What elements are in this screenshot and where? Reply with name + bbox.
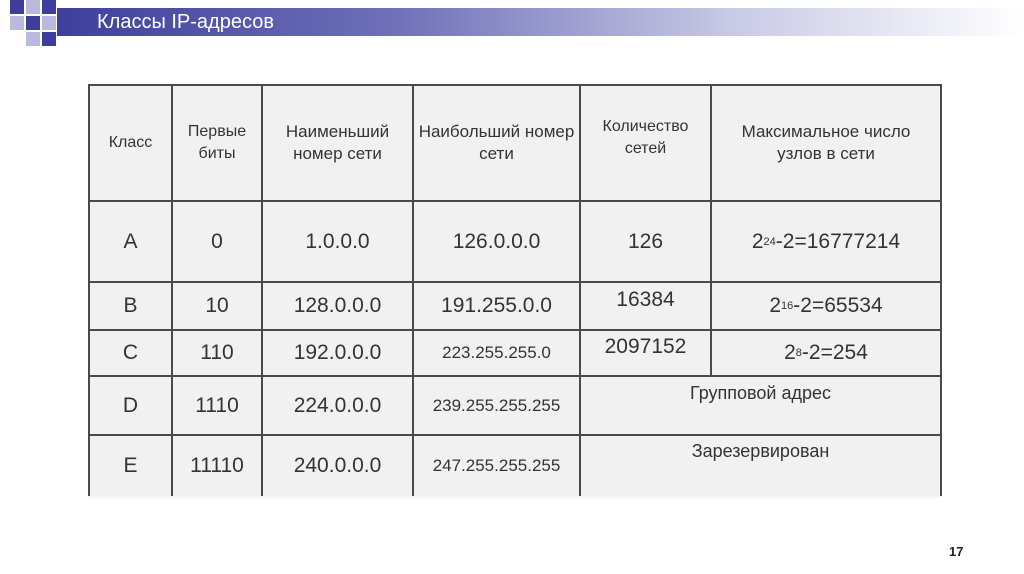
table-cell: A — [123, 229, 138, 253]
ip-classes-table — [88, 84, 942, 496]
table-border — [940, 84, 942, 496]
table-cell: 126.0.0.0 — [452, 229, 541, 253]
table-cell: 223.255.255.0 — [442, 343, 551, 362]
column-header: Наименьший номер сети — [285, 122, 390, 163]
page-number: 17 — [949, 544, 964, 559]
table-cell-hosts: 2 16 -2=65534 — [769, 294, 883, 317]
table-cell: 239.255.255.255 — [432, 395, 561, 415]
table-cell: 1110 — [195, 393, 239, 417]
slide-title: Классы IP-адресов — [97, 11, 274, 33]
table-cell: 11110 — [190, 454, 244, 477]
decor-square — [26, 0, 40, 14]
column-header: Количество сетей — [602, 118, 689, 157]
decor-square — [26, 16, 40, 30]
table-cell-note: Групповой адрес — [689, 382, 831, 403]
table-cell: 126 — [627, 229, 664, 253]
table-cell: 191.255.0.0 — [441, 294, 552, 317]
table-cell-hosts: 2 24 -2=16777214 — [751, 229, 901, 253]
decor-square — [26, 32, 40, 46]
table-cell: 1.0.0.0 — [305, 229, 370, 253]
table-cell: B — [123, 294, 138, 317]
table-cell: 110 — [200, 341, 234, 364]
table-cell: 10 — [205, 294, 229, 317]
table-cell-note: Зарезервирован — [691, 440, 830, 461]
column-header: Класс — [108, 134, 153, 151]
decor-square — [42, 32, 56, 46]
decor-square — [42, 0, 56, 14]
decor-square — [42, 16, 56, 30]
table-cell: 192.0.0.0 — [293, 341, 382, 364]
column-header: Максимальное число узлов в сети — [741, 122, 911, 163]
column-header: Наибольший номер сети — [418, 122, 575, 163]
table-cell-hosts: 2 8 -2=254 — [784, 341, 868, 364]
table-cell: D — [122, 393, 139, 417]
table-cell: 240.0.0.0 — [293, 454, 382, 477]
table-cell: C — [122, 341, 139, 364]
table-cell: 2097152 — [604, 335, 687, 358]
decor-square — [10, 0, 24, 14]
decor-square — [10, 16, 24, 30]
table-cell: E — [123, 454, 138, 477]
table-cell: 224.0.0.0 — [293, 393, 382, 417]
table-cell: 128.0.0.0 — [293, 294, 382, 317]
column-header: Первые биты — [187, 123, 247, 162]
table-cell: 16384 — [616, 288, 675, 311]
table-cell: 0 — [211, 229, 223, 253]
table-cell: 247.255.255.255 — [432, 456, 561, 475]
